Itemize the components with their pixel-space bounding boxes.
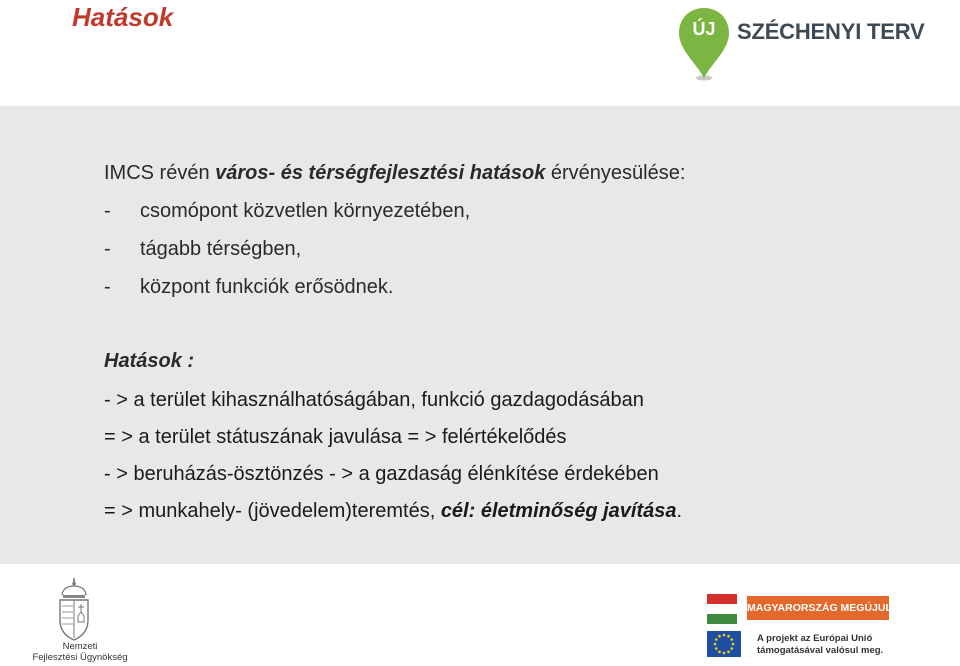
agency-name (30, 641, 130, 663)
eu-text-line1: A projekt az Európai Unió (757, 633, 873, 644)
effect-final-tail: . (676, 500, 683, 522)
intro-block (104, 154, 904, 306)
logo-text: SZÉCHENYI TERV (737, 19, 925, 44)
list-item (104, 230, 904, 268)
bullet-dash: - (104, 238, 111, 260)
list-item (104, 192, 904, 230)
intro-lead-emphasis: város- és térségfejlesztési hatások (215, 162, 546, 184)
bullet-text: tágabb térségben, (140, 238, 302, 260)
content-area (0, 106, 960, 564)
bullet-dash: - (104, 276, 111, 298)
intro-lead-tail: érvényesülése: (545, 162, 686, 184)
effect-line: - > beruházás-ösztönzés - > a gazdaság élénkítése érdekében (104, 463, 659, 485)
effect-final-plain: = > munkahely- (jövedelem)teremtés, (104, 500, 441, 522)
intro-lead-plain: IMCS révén (104, 162, 216, 184)
list-item (104, 268, 904, 306)
eu-support-text (757, 633, 907, 657)
agency-name-line1: Nemzeti (62, 641, 98, 652)
effects-heading: Hatások : (104, 350, 195, 372)
hungarian-flag-icon (707, 594, 737, 624)
effect-line: - > a terület kihasználhatóságában, funkció gazdagodásában (104, 389, 644, 411)
agency-name-line2: Fejlesztési Ügynökség (32, 652, 128, 663)
footer-logos (707, 592, 907, 664)
campaign-banner: MAGYARORSZÁG MEGÚJUL (747, 596, 889, 620)
eu-text-line2: támogatásával valósul meg. (757, 645, 884, 656)
location-pin-icon (677, 6, 737, 82)
effect-line: = > a terület státuszának javulása = > felértékelődés (104, 426, 567, 448)
intro-lead (104, 154, 904, 192)
agency-logo (30, 578, 130, 666)
slide-title: Hatások (72, 2, 174, 32)
effect-line-final (104, 493, 924, 530)
szechenyi-terv-logo (677, 6, 937, 82)
coat-of-arms-icon (54, 578, 94, 642)
eu-flag-icon (707, 631, 741, 657)
bullet-text: csomópont közvetlen környezetében, (140, 200, 471, 222)
bullet-text: központ funkciók erősödnek. (140, 276, 394, 298)
effects-block (104, 342, 924, 530)
bullet-dash: - (104, 200, 111, 222)
effect-final-emphasis: cél: életminőség javítása (440, 500, 677, 522)
logo-pin-text: ÚJ (692, 19, 716, 39)
